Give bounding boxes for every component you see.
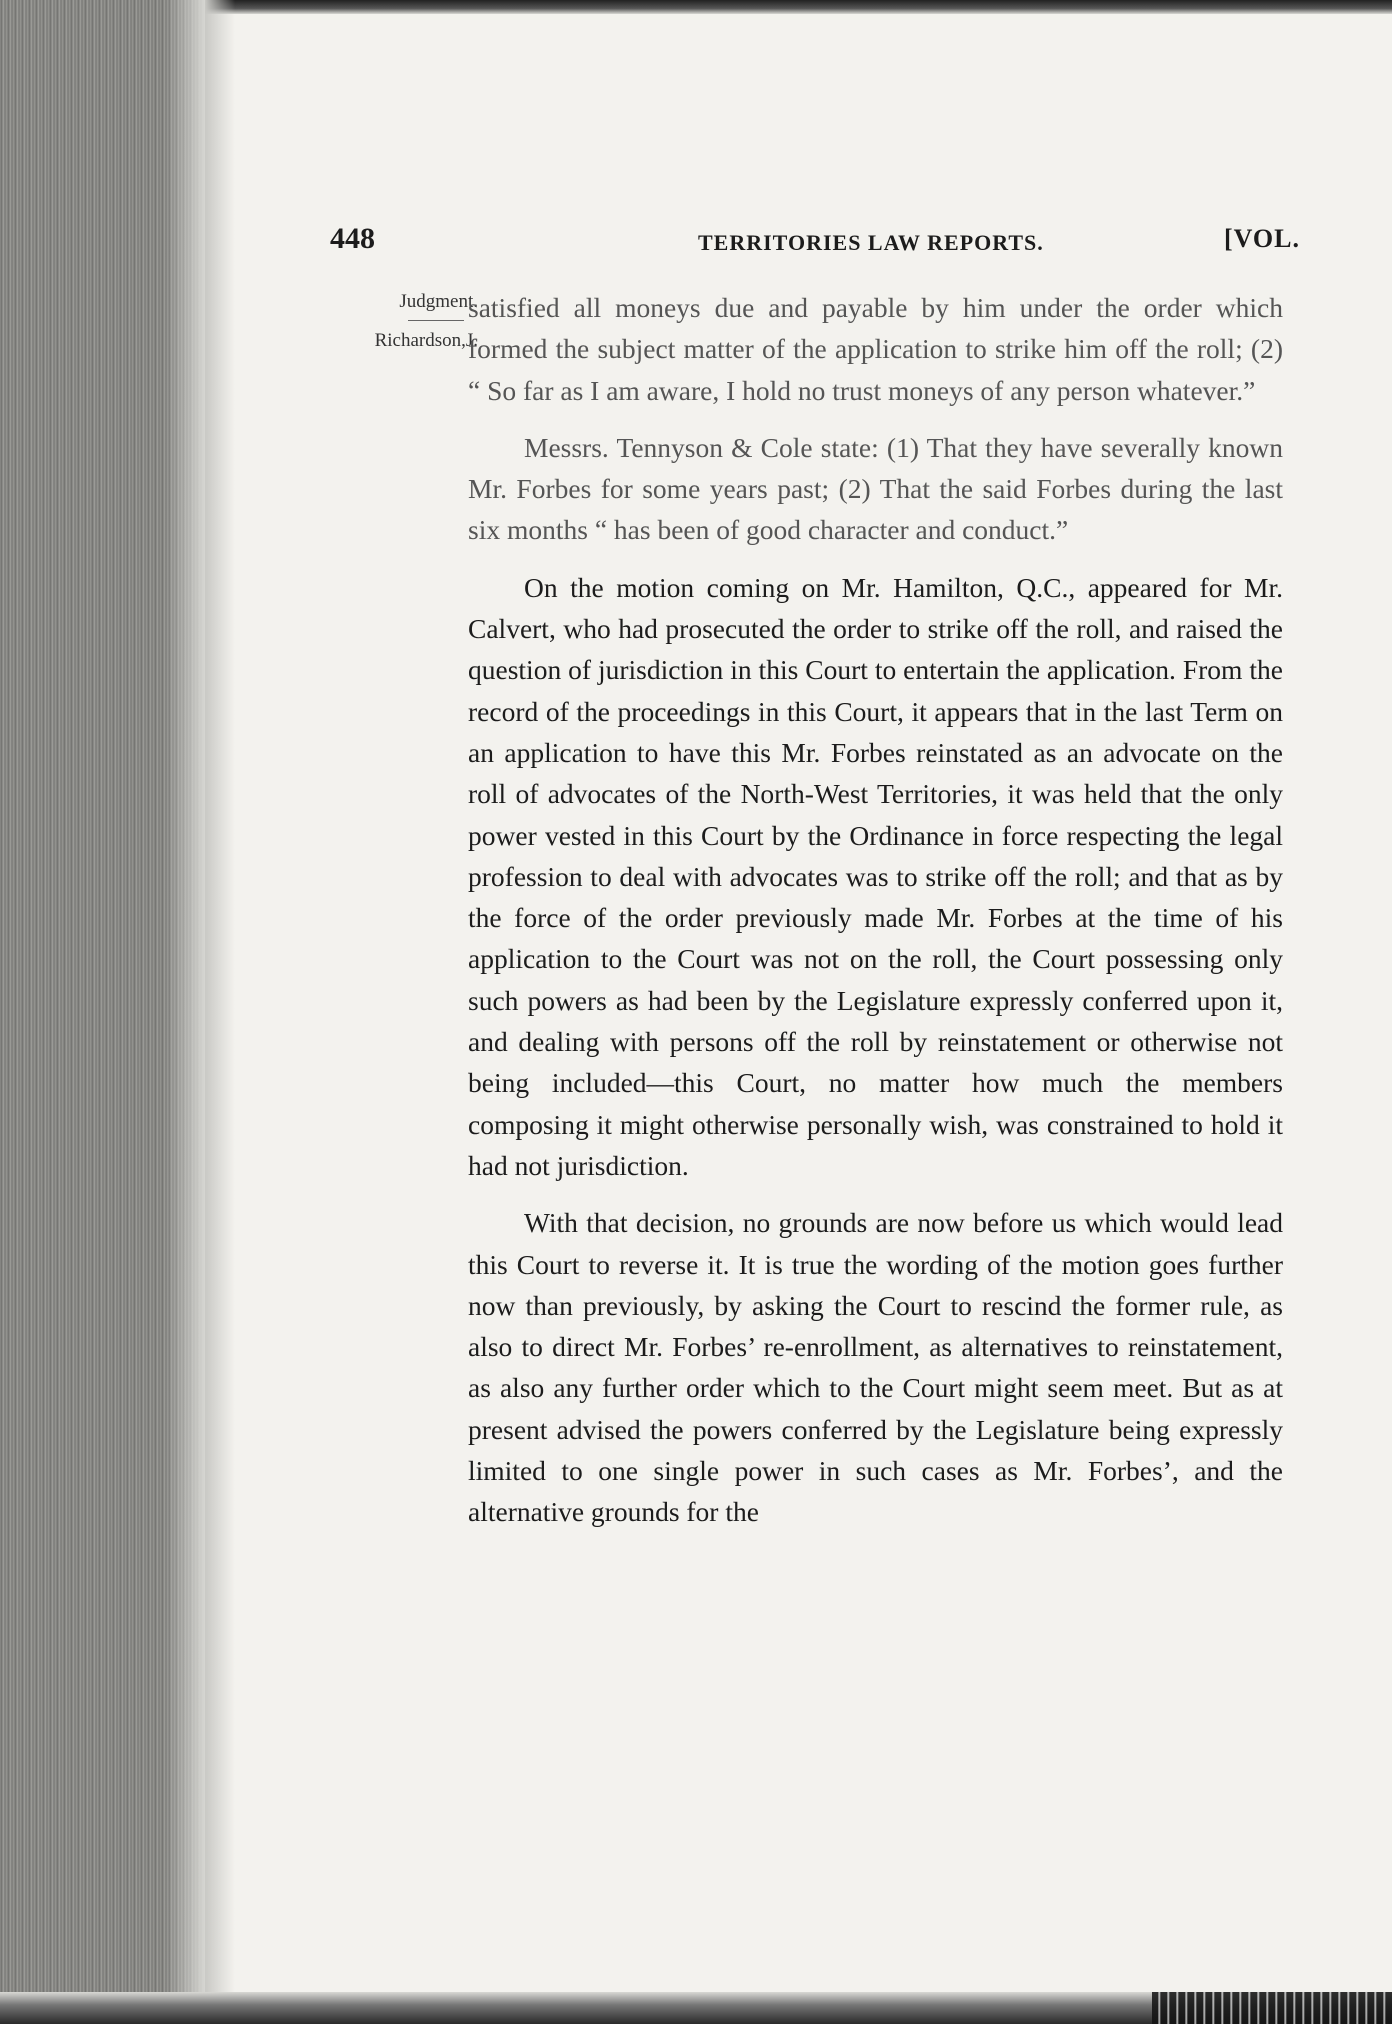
paragraph-continuation: satisfied all moneys due and payable by him under the order which formed the subject matter of the application to strike him off the roll; (2) “ So far as I am aware, I hold no trust moneys of any person whatever.” (468, 292, 1283, 406)
side-note-judge: Richardson,J. (374, 330, 478, 351)
gutter-shadow (205, 0, 235, 2024)
paragraph-motion: On the motion coming on Mr. Hamilton, Q.C., appeared for Mr. Calvert, who had prosecuted the order to strike off the roll, and raised the question of jurisdiction in this Court to entertain the application. From the record of the proceedings in this Court, it appears that in the last Term on an application to have this Mr. Forbes reinstated as an advocate on the roll of advocates of the North-West Territories, it was held that the only power vested in this Court by the Ordinance in force respecting the legal profession to deal with advocates was to strike off the roll; and that as by the force of the order previously made Mr. Forbes at the time of his application to the Court was not on the roll, the Court possessing only such powers as had been by the Legislature expressly conferred upon it, and dealing with persons off the roll by reinstatement or otherwise not being included—this Court, no matter how much the members composing it might otherwise personally wish, was constrained to hold it had not jurisdiction. (468, 571, 1283, 1181)
side-note-judgment: Judgment. (399, 291, 478, 312)
running-head-title: TERRITORIES LAW REPORTS. (698, 230, 1044, 255)
paragraph-decision: With that decision, no grounds are now before us which would lead this Court to reverse it. It is true the wording of the motion goes further now than previously, by asking the Court to rescind the former rule, as also to direct Mr. Forbes’ re-enrollment, as alternatives to reinstatement, as also any further order which to the Court might seem meet. But as at present advised the powers conferred by the Legislature being expressly limited to one single power in such cases as Mr. Forbes’, and the alternative grounds for the (468, 1207, 1283, 1528)
page-number: 448 (330, 222, 375, 255)
book-page-edges (0, 0, 205, 2024)
paragraph-tennyson-cole: Messrs. Tennyson & Cole state: (1) That they have severally known Mr. Forbes for some years past; (2) That the said Forbes during the last six months “ has been of good character and conduct.” (468, 431, 1283, 546)
running-head (330, 222, 1300, 262)
body-text (468, 287, 1283, 1533)
scan-bottom-edge (0, 1992, 1392, 2024)
side-notes (318, 288, 478, 355)
running-head-volume: [VOL. (1224, 224, 1300, 253)
side-note-divider (408, 320, 464, 321)
